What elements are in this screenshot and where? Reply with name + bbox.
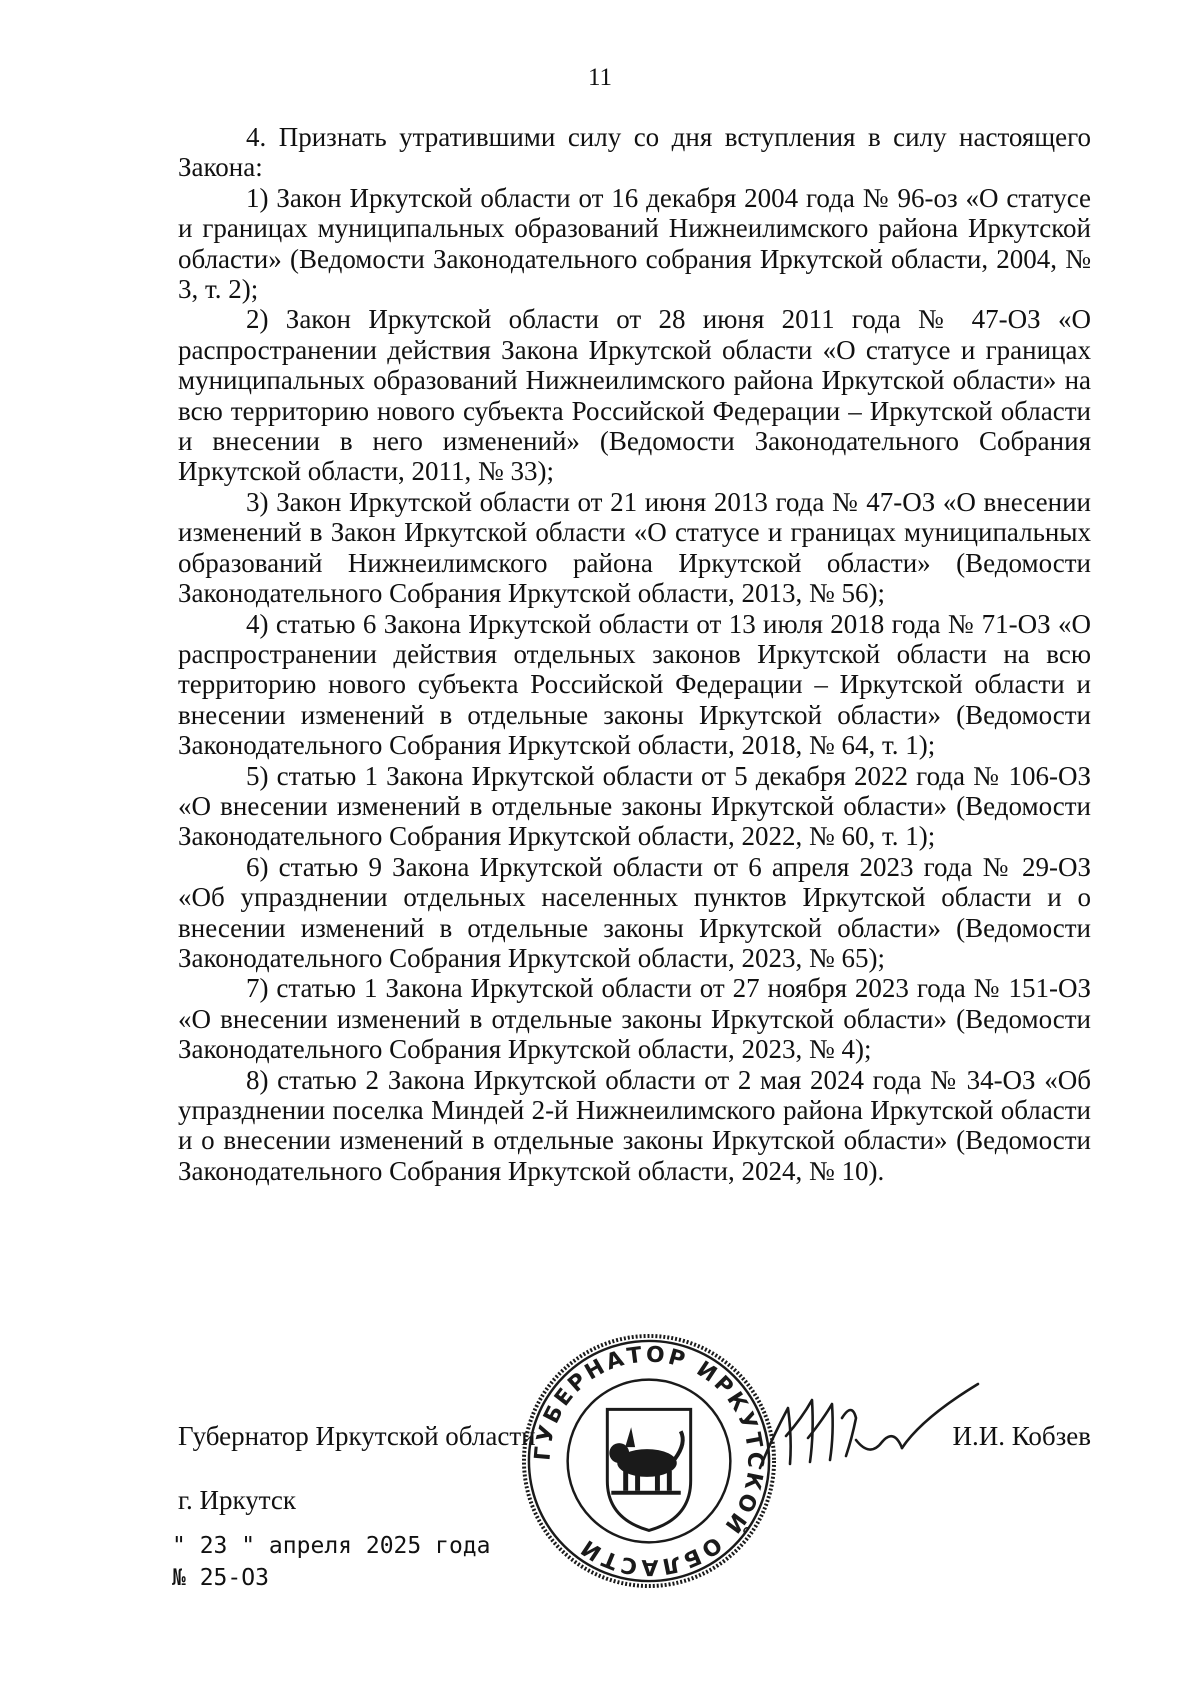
paragraph-item-7: 7) статью 1 Закона Иркутской области от 27 ноября 2023 года № 151-ОЗ «О внесении изменений в отдельные законы Иркутской области» (Ведомости Законодательного Собрания Иркутской области, 2023, № 4); (178, 973, 1091, 1065)
paragraph-item-4: 4) статью 6 Закона Иркутской области от 13 июля 2018 года № 71-ОЗ «О распространении действия отдельных законов Иркутской области на всю территорию нового субъекта Российской Федерации – Иркутской области и внесении изменений в отдельные законы Иркутской области» (Ведомости Законодательного Собрания Иркутской области, 2018, № 64, т. 1); (178, 608, 1091, 761)
law-number: № 25-ОЗ (172, 1565, 269, 1591)
governor-name: И.И. Кобзев (952, 1421, 1091, 1451)
signing-date: " 23 " апреля 2025 года (172, 1533, 491, 1559)
paragraph-item-2: 2) Закон Иркутской области от 28 июня 2011 года № 47-ОЗ «О распространении действия Закона Иркутской области «О статусе и границах муниципальных образований Нижнеилимского района Иркутской области» на всю территорию нового субъекта Российской Федерации – Иркутской области и внесении в него изменений» (Ведомости Законодательного Собрания Иркутской области, 2011, № 33); (178, 304, 1091, 487)
paragraph-item-5: 5) статью 1 Закона Иркутской области от 5 декабря 2022 года № 106-ОЗ «О внесении изменений в отдельные законы Иркутской области» (Ведомости Законодательного Собрания Иркутской области, 2022, № 60, т. 1); (178, 760, 1091, 852)
governor-title: Губернатор Иркутской области (178, 1421, 536, 1451)
place-of-signing: г. Иркутск (178, 1485, 296, 1515)
governor-seal (520, 1332, 778, 1590)
paragraph-item-3: 3) Закон Иркутской области от 21 июня 2013 года № 47-ОЗ «О внесении изменений в Закон Иркутской области «О статусе и границах муниципальных образований Нижнеилимского района Иркутской области» (Ведомости Законодательного Собрания Иркутской области, 2013, № 56); (178, 486, 1091, 609)
handwritten-signature (752, 1378, 982, 1488)
paragraph-item-1: 1) Закон Иркутской области от 16 декабря 2004 года № 96-оз «О статусе и границах муниципальных образований Нижнеилимского района Иркутской области» (Ведомости Законодательного собрания Иркутской области, 2004, № 3, т. 2); (178, 182, 1091, 305)
paragraph-intro: 4. Признать утратившими силу со дня вступления в силу настоящего Закона: (178, 122, 1091, 183)
law-body (178, 122, 1091, 1186)
page-number: 11 (587, 64, 613, 91)
paragraph-item-6: 6) статью 9 Закона Иркутской области от 6 апреля 2023 года № 29-ОЗ «Об упразднении отдельных населенных пунктов Иркутской области и о внесении изменений в отдельные законы Иркутской области» (Ведомости Законодательного Собрания Иркутской области, 2023, № 65); (178, 851, 1091, 973)
seal-outer-text: ГУБЕРНАТОР ИРКУТСКОЙ ОБЛАСТИ (530, 1342, 768, 1580)
paragraph-item-8: 8) статью 2 Закона Иркутской области от 2 мая 2024 года № 34-ОЗ «Об упразднении поселка Миндей 2-й Нижнеилимского района Иркутской области и о внесении изменений в отдельные законы Иркутской области» (Ведомости Законодательного Собрания Иркутской области, 2024, № 10). (178, 1064, 1091, 1186)
